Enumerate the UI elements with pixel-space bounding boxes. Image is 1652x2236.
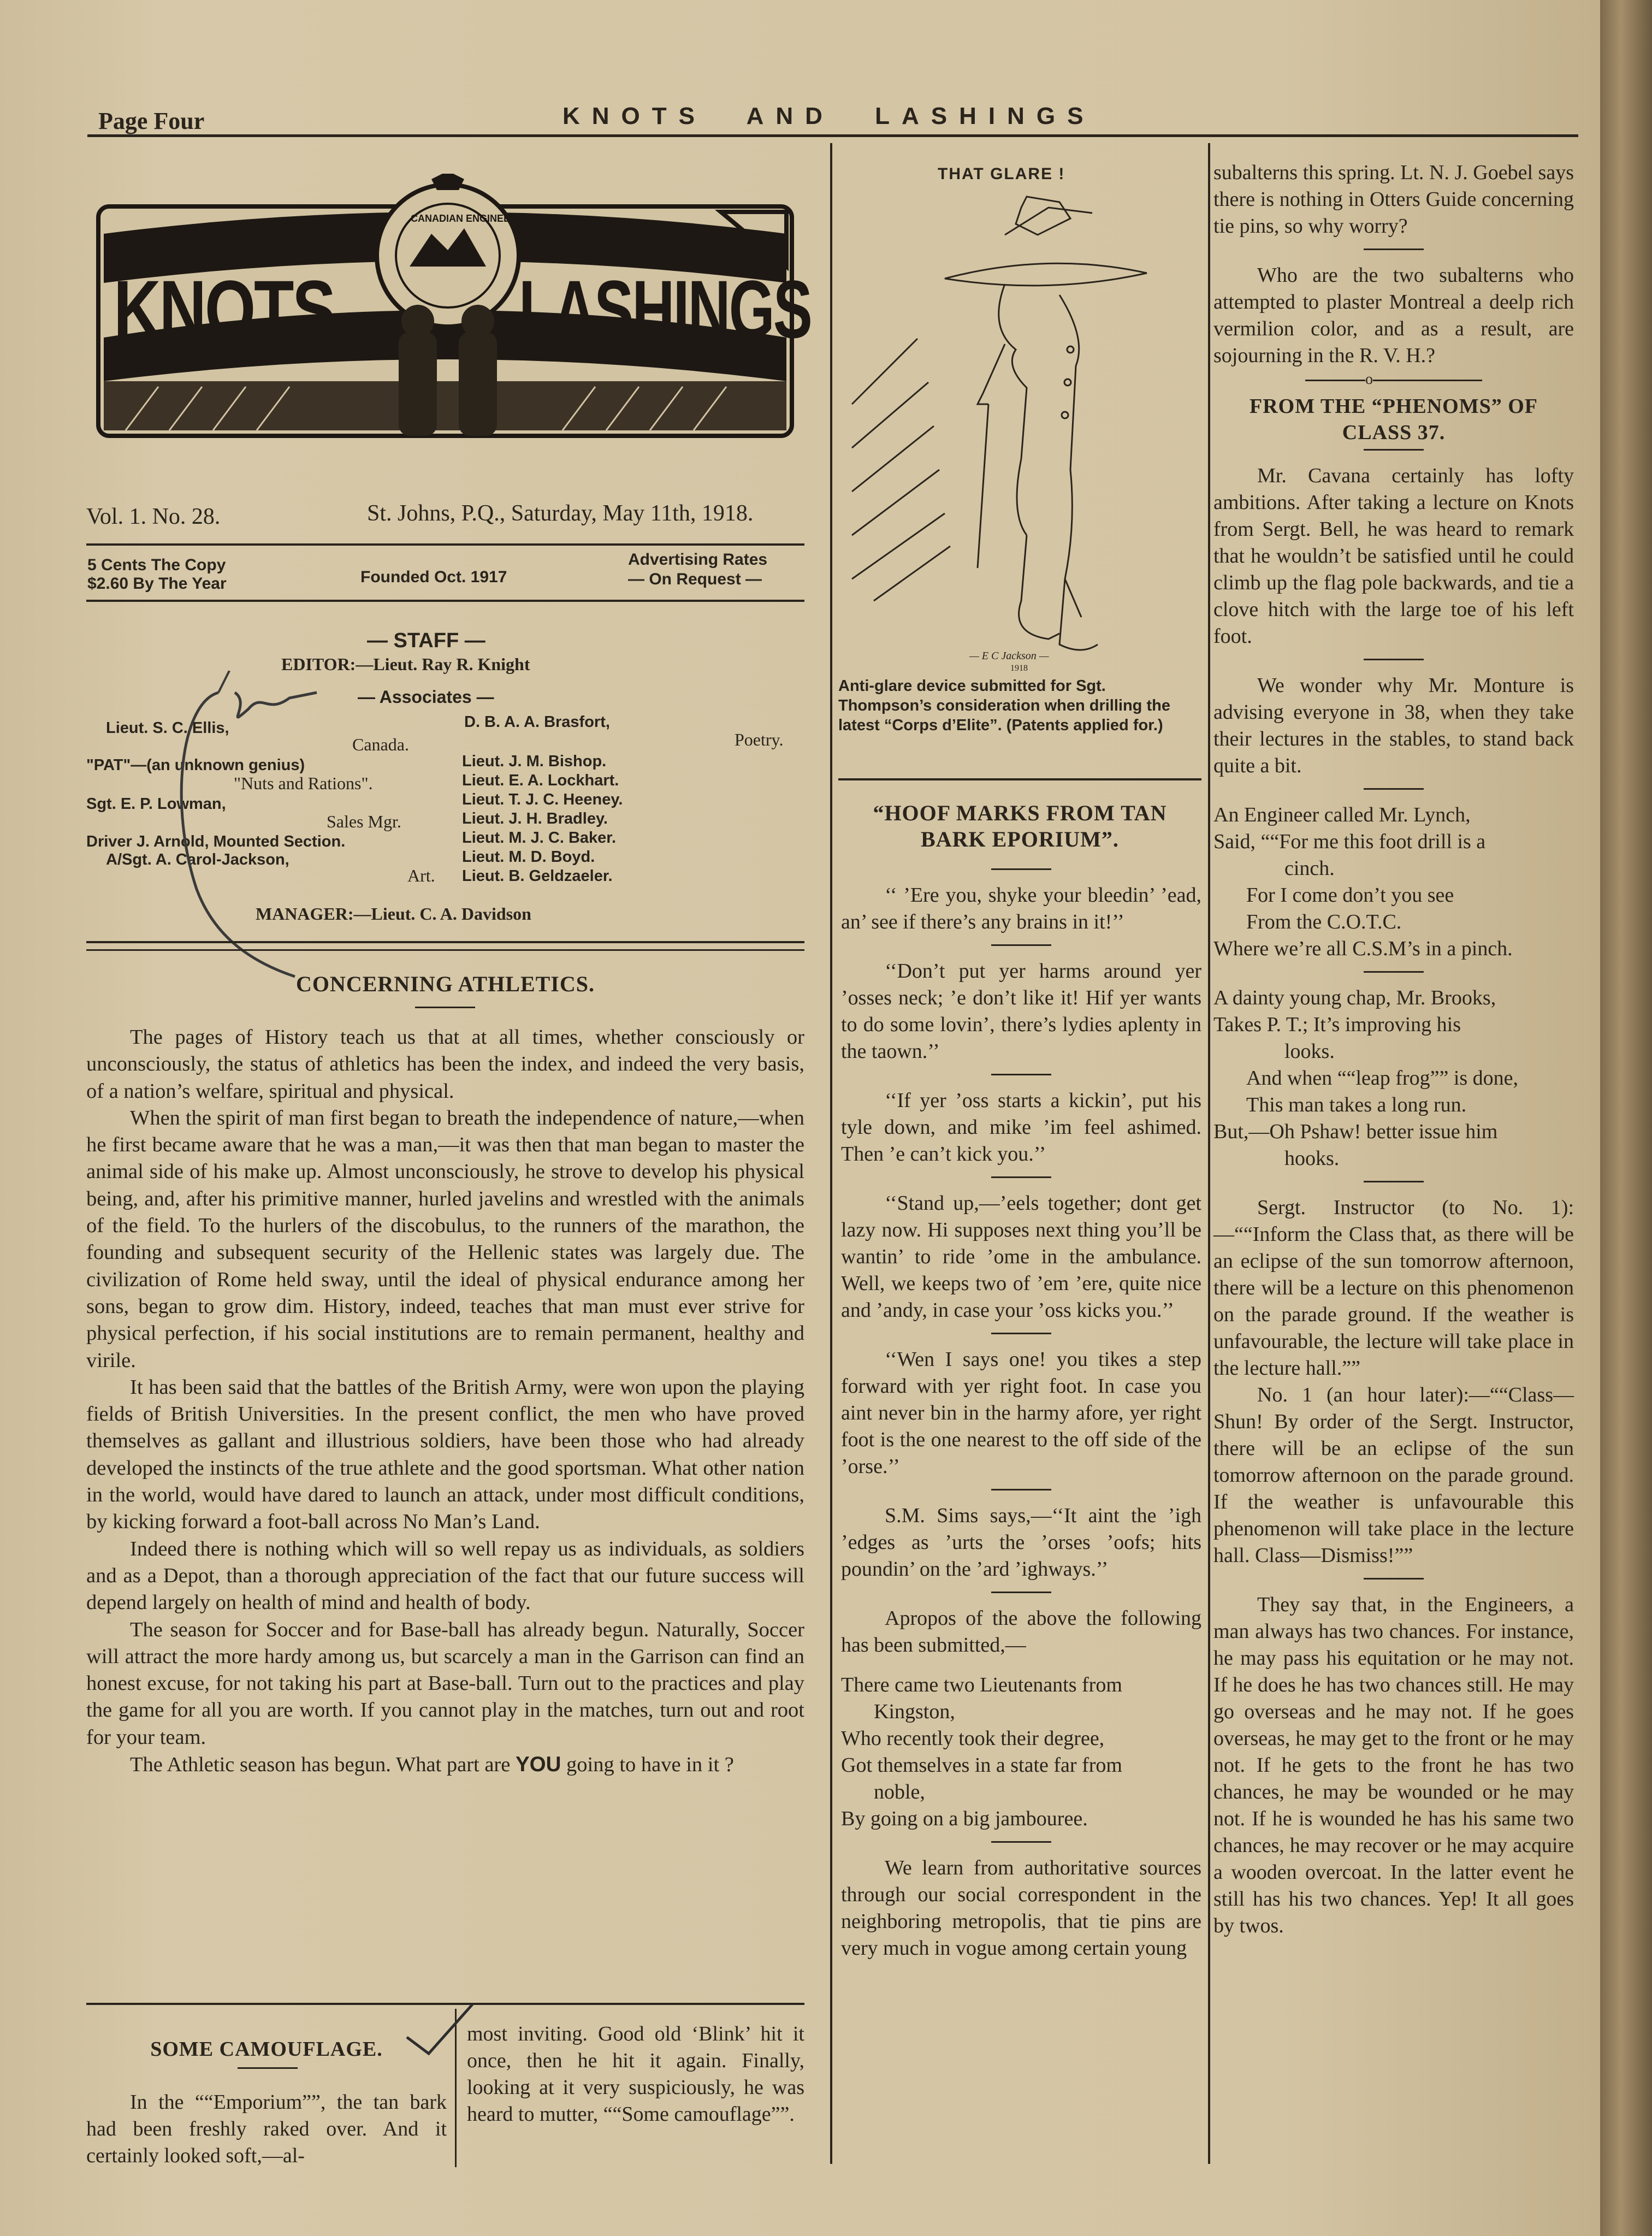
hoof-verse-5: noble, [874, 1780, 925, 1803]
right-rule-5 [1364, 971, 1424, 973]
masthead-title-and: AND [362, 322, 393, 339]
staff-right-4: Lieut. T. J. C. Heeney. [462, 791, 623, 808]
camouflage-title: SOME CAMOUFLAGE. [150, 2038, 383, 2061]
subalterns-item: Who are the two subalterns who attempted to plaster Montreal a deelp rich vermilion color, and as a result, are sojourning in the R. V. H.? [1213, 264, 1574, 367]
athletics-last-post: going to have in it ? [566, 1753, 734, 1777]
brooks-verse [1213, 985, 1574, 1172]
header-rule [87, 134, 1578, 137]
lynch-6: Where we’re all C.S.M’s in a pinch. [1213, 937, 1513, 960]
rule-staff-1 [86, 941, 804, 943]
staff-right-7: Lieut. M. D. Boyd. [462, 848, 595, 866]
right-divider-o [1213, 371, 1574, 388]
hoof-item-3: ‘‘If yer ’oss starts a kickin’, put his tyle down, and mike ’im feel ashimed. Then ’e can’t kick you.’’ [841, 1089, 1201, 1166]
crest-text: CANADIAN ENGINEERS [411, 213, 524, 224]
brooks-5: This man takes a long run. [1246, 1093, 1467, 1116]
check-mark [401, 1999, 478, 2065]
hoof-item-5: ‘‘Wen I says one! you tikes a step forward with yer right foot. In case you aint never bin in the harmy afore, yer right foot is the one nearest to the off side of the ’orse.’’ [841, 1348, 1201, 1478]
cavana-item: Mr. Cavana certainly has lofty ambitions. After taking a lecture on Knots from Sergt. Bell, he was heard to remark that he wouldn’t be satisfied until he could climb up the flag pole backwards, and tie a clove hitch with the large toe of his left foot. [1213, 464, 1574, 648]
brooks-7: hooks. [1284, 1147, 1340, 1170]
athletics-para-1: The pages of History teach us that at all times, whether consciously or unconsciously, the status of athletics has been the index, and indeed the very basis, of a nation’s welfare, spiritual and physical. [86, 1026, 804, 1103]
issue-date: St. Johns, P.Q., Saturday, May 11th, 1918. [367, 501, 754, 526]
athletics-para-4: Indeed there is nothing which will so well repay us as individuals, as soldiers and as a Depot, than a thorough appreciation of the fact that our future success will depend largely on health of mind and health of body. [86, 1537, 804, 1614]
right-rule-4 [1364, 788, 1424, 790]
lynch-3: cinch. [1284, 857, 1335, 880]
athletics-last-bold: YOU [515, 1753, 561, 1777]
volume-number: Vol. 1. No. 28. [86, 504, 221, 529]
hoof-rule-2 [991, 1074, 1051, 1075]
hoof-verse-4: Got themselves in a state far from [841, 1754, 1122, 1777]
athletics-title: CONCERNING ATHLETICS. [295, 972, 595, 996]
camouflage-col-2 [467, 2021, 804, 2128]
staff-right-8: Lieut. B. Geldzaeler. [462, 867, 613, 885]
brooks-6: But,—Oh Pshaw! better issue him [1213, 1120, 1498, 1143]
staff-left-1: Lieut. S. C. Ellis, [106, 719, 229, 737]
athletics-para-5: The season for Soccer and for Base-ball has already begun. Naturally, Soccer will attract the more hardy among us, but scarcely a man in the Garrison can find an honest excuse, for not taking his part at Base-ball. Turn out to the practices and play the game for all you are worth. If you cannot play in the matches, turn out and root for your team. [86, 1618, 804, 1749]
hoof-rule-7 [991, 1841, 1051, 1843]
advertising-request: — On Request — [628, 570, 762, 588]
monture-item: We wonder why Mr. Monture is advising everyone in 38, when they take their lectures in the stables, to stand back quite a bit. [1213, 674, 1574, 777]
hoof-column [841, 868, 1201, 1962]
price-year: $2.60 By The Year [87, 575, 227, 593]
advertising-rates: Advertising Rates [628, 551, 768, 569]
right-column [1213, 159, 1574, 1939]
athletics-para-2: When the spirit of man first began to breath the independence of nature,—when he first became aware that he was a man,—it was then that man began to master the animal side of his make up. Almost unconsciously, he strove to develop his physical being, and, after his primitive manner, hurled javelins and wrestled with the animals of the field. To the hurlers of the discobulus, to the runners of the marathon, the founding and subsequent security of the Hellenic states was largely due. The civilization of Rome held sway, until the ideal of physical endurance among her sons, began to grow dim. History, indeed, teaches that man must ever strive for physical perfection, if his social institutions are to remain permanent, healthy and virile. [86, 1106, 804, 1372]
rule-staff-2 [86, 949, 804, 951]
hoof-title: “HOOF MARKS FROM TAN BARK EPORIUM”. [873, 801, 1167, 851]
cartoon-caption: Anti-glare device submitted for Sgt. Thompson’s consideration when drilling the latest “Corps d’Elite”. (Patents applied for.) [838, 677, 1170, 734]
column-rule-2 [1208, 143, 1210, 2164]
eclipse-2: No. 1 (an hour later):—““Class—Shun! By order of the Sergt. Instructor, there will be an eclipse of the sun tomorrow afternoon on the parade ground. If the weather is unfavourable this phenomenon will take place in the lecture hall. Class—Dismiss!”” [1213, 1383, 1574, 1567]
staff-right-5: Lieut. J. H. Bradley. [462, 810, 608, 827]
staff-left-3: Sgt. E. P. Lowman, [86, 795, 226, 813]
hoof-item-4: ‘‘Stand up,—’eels together; dont get lazy now. Hi supposes next thing you’ll be wantin’ to ride ’ome in the ambulance. Well, we keeps two of ’em ’ere, quite nice and ’andy, in case your ’oss kicks you.’’ [841, 1192, 1201, 1322]
cartoon-signature-year: 1918 [1010, 664, 1028, 673]
staff-left-2: "PAT"—(an unknown genius) [86, 756, 305, 774]
cartoon-illustration [841, 186, 1201, 677]
lynch-5: From the C.O.T.C. [1246, 910, 1402, 933]
hoof-verse-6: By going on a big jambouree. [841, 1807, 1088, 1830]
hoof-learn: We learn from authoritative sources through our social correspondent in the neighboring metropolis, that tie pins are very much in vogue among certain young [841, 1856, 1201, 1960]
rule-issue-1 [86, 543, 804, 546]
brooks-4: And when ““leap frog”” is done, [1246, 1067, 1519, 1090]
lynch-2: Said, ““For me this foot drill is a [1213, 830, 1486, 853]
hoof-verse-1: There came two Lieutenants from [841, 1673, 1122, 1696]
rule-cartoon [838, 778, 1201, 780]
lynch-4: For I come don’t you see [1246, 884, 1454, 907]
staff-left-5-role: Art. [407, 866, 435, 885]
staff-editor-text: EDITOR:—Lieut. Ray R. Knight [281, 654, 530, 674]
hoof-rule-5 [991, 1489, 1051, 1490]
staff-manager-text: MANAGER:—Lieut. C. A. Davidson [256, 904, 531, 924]
staff-associates: — Associates — [358, 687, 494, 707]
column-rule-1 [830, 143, 832, 2164]
engineers-item: They say that, in the Engineers, a man always has two chances. For instance, he may pass his equitation or he may not. If he does he has two chances still. He may go overseas and he may not. If he goes overseas, he may get to the front or he may not. If he gets to the front he has two chances, he may be wounded or he may not. If he is wounded he has his same two chances, he may recover or he may acquire a wooden overcoat. In the latter event he still has his two chances. Yep! It all goes by twos. [1213, 1593, 1574, 1937]
athletics-title-rule [415, 1007, 475, 1008]
camouflage-col-1 [86, 2089, 447, 2169]
right-rule-3 [1364, 659, 1424, 660]
price-copy: 5 Cents The Copy [87, 556, 226, 574]
page-label: Page Four [98, 108, 205, 134]
masthead-title-left: KNOTS [114, 263, 334, 355]
right-rule-6 [1364, 1181, 1424, 1182]
running-title: KNOTS AND LASHINGS [562, 103, 1096, 129]
camouflage-text-1: In the ““Emporium””, the tan bark had been freshly raked over. And it certainly looked soft,—al- [86, 2091, 447, 2167]
right-rule-7 [1364, 1578, 1424, 1580]
camouflage-title-rule [238, 2067, 298, 2069]
hoof-verse [841, 1672, 1201, 1832]
brooks-3: looks. [1284, 1040, 1335, 1063]
hoof-rule-0 [991, 868, 1051, 870]
staff-right-first: D. B. A. A. Brasfort, [464, 713, 610, 731]
eclipse-1: Sergt. Instructor (to No. 1):—““Inform the Class that, as there will be an eclipse of the sun tomorrow afternoon, there will be a lecture on this phenomenon on the parade ground. If the weather is unfavourable, the lecture will take place in the lecture hall.”” [1213, 1196, 1574, 1380]
masthead-title-right: LASHINGS [519, 263, 812, 355]
right-rule-2 [1364, 449, 1424, 451]
hoof-rule-3 [991, 1176, 1051, 1178]
staff-left-5: A/Sgt. A. Carol-Jackson, [106, 851, 289, 868]
athletics-para-6 [86, 1751, 804, 1778]
lynch-verse [1213, 802, 1574, 962]
hoof-verse-3: Who recently took their degree, [841, 1727, 1105, 1750]
lynch-1: An Engineer called Mr. Lynch, [1213, 803, 1471, 826]
camouflage-text-2: most inviting. Good old ‘Blink’ hit it once, then he hit it again. Finally, looking at it very suspiciously, he was heard to mutter, ““Some camouflage””. [467, 2022, 804, 2126]
hoof-verse-2: Kingston, [874, 1700, 955, 1723]
right-rule-1 [1364, 249, 1424, 250]
hoof-rule-4 [991, 1333, 1051, 1334]
athletics-para-3: It has been said that the battles of the British Army, were won upon the playing fields of British Universities. In the present conflict, the men who have proved themselves as gallant and illustrious soldiers, have been those who had already developed the instincts of the true athlete and the good sportsman. What other nation in the world, would have dared to launch an attack, under most difficult conditions, by kicking forward a foot-ball across No Man’s Land. [86, 1375, 804, 1534]
founded: Founded Oct. 1917 [360, 568, 507, 586]
athletics-article [86, 1024, 804, 1778]
cartoon-title: THAT GLARE ! [938, 165, 1065, 183]
athletics-last-pre: The Athletic season has begun. What part are [130, 1753, 511, 1777]
hoof-item-1: ‘‘ ’Ere you, shyke your bleedin’ ’ead, an’ see if there’s any brains in it!’’ [841, 884, 1201, 933]
tie-pins-continued: subalterns this spring. Lt. N. J. Goebel says there is nothing in Otters Guide concerning tie pins, so why worry? [1213, 161, 1574, 238]
staff-right-3: Lieut. E. A. Lockhart. [462, 772, 619, 789]
hoof-rule-1 [991, 944, 1051, 946]
staff-left-3-role: Sales Mgr. [327, 812, 401, 831]
staff-right-first-role: Poetry. [735, 730, 784, 749]
staff-heading: — STAFF — [367, 629, 485, 652]
cartoon-signature: — E C Jackson — [969, 650, 1049, 662]
hoof-apropos: Apropos of the above the following has been submitted,— [841, 1607, 1201, 1657]
staff-right-6: Lieut. M. J. C. Baker. [462, 829, 617, 847]
rule-issue-2 [86, 600, 804, 602]
staff-right-2: Lieut. J. M. Bishop. [462, 753, 607, 770]
brooks-2: Takes P. T.; It’s improving his [1213, 1013, 1461, 1036]
hoof-item-2: ‘‘Don’t put yer harms around yer ’osses neck; ’e don’t like it! Hif yer wants to do some lovin’, there’s lydies aplenty in the taown.’’ [841, 960, 1201, 1063]
hoof-rule-6 [991, 1592, 1051, 1593]
binding-edge [1600, 0, 1652, 2236]
staff-left-2-role: "Nuts and Rations". [234, 773, 373, 793]
phenoms-title: FROM THE “PHENOMS” OF CLASS 37. [1249, 395, 1538, 444]
hoof-item-6: S.M. Sims says,—‘‘It aint the ’igh ’edges as ’urts the ’orses ’oofs; hits poundin’ on the ’ard ’ighways.’’ [841, 1504, 1201, 1581]
staff-left-4: Driver J. Arnold, Mounted Section. [86, 833, 346, 850]
right-divider-o-letter: o [1365, 371, 1373, 388]
brooks-1: A dainty young chap, Mr. Brooks, [1213, 986, 1496, 1009]
staff-left-1-role: Canada. [352, 735, 409, 754]
